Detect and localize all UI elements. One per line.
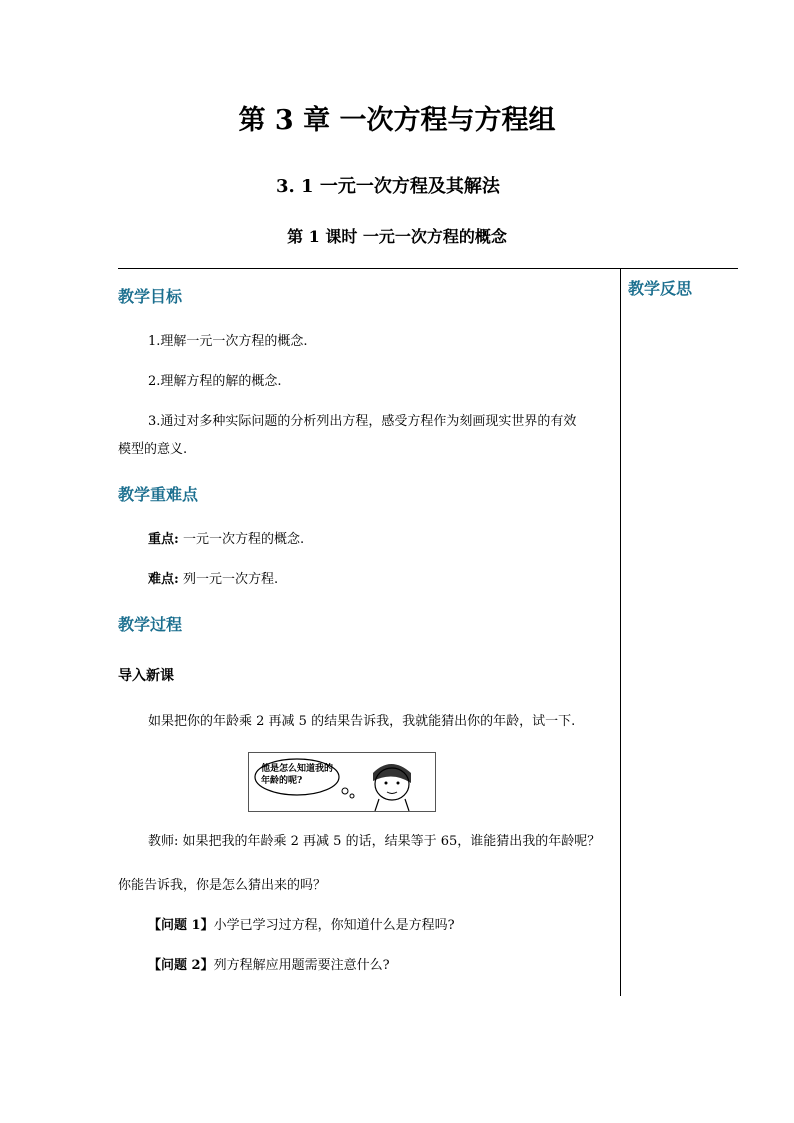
question-2 [148,956,390,976]
objectives-heading: 教学目标 [118,287,183,306]
header-divider [118,268,738,269]
intro-subheading: 导入新课 [118,668,174,684]
process-heading: 教学过程 [118,615,183,634]
key-label: 重点: [148,532,179,547]
teacher-question-cont: 你能告诉我，你是怎么猜出来的吗？ [118,878,327,893]
section-title: 3. 1 一元一次方程及其解法 [276,176,500,197]
boy-eye [397,782,400,785]
key-text: 一元一次方程的概念. [178,532,305,547]
objective-item: 1.理解一元一次方程的概念. [148,334,308,349]
lesson-title: 第 1 课时 一元一次方程的概念 [287,227,507,246]
question-1 [148,916,455,936]
reflection-heading: 教学反思 [628,279,693,298]
boy-eye [385,782,388,785]
teacher-question: 教师: 如果把我的年龄乘 2 再减 5 的话，结果等于 65，谁能猜出我的年龄呢？ [148,834,601,849]
boy-shoulders [375,799,409,811]
chapter-title: 第 3 章 一次方程与方程组 [238,105,556,136]
objective-item: 3.通过对多种实际问题的分析列出方程，感受方程作为刻画现实世界的有效 [148,414,577,429]
question-1-text: 小学已学习过方程，你知道什么是方程吗? [213,918,455,933]
key-point-line [148,530,304,550]
objective-item: 2.理解方程的解的概念. [148,374,282,389]
question-1-label: 【问题 1】 [148,918,214,933]
boy-mouth [387,792,397,794]
key-points-heading: 教学重难点 [118,485,199,504]
bubble-caption: 他是怎么知道我的年龄的呢? [261,764,334,786]
question-2-text: 列方程解应用题需要注意什么? [213,958,390,973]
difficult-text: 列一元一次方程. [178,572,279,587]
column-divider [620,268,621,996]
intro-paragraph: 如果把你的年龄乘 2 再减 5 的结果告诉我，我就能猜出你的年龄，试一下. [148,714,576,729]
question-2-label: 【问题 2】 [148,958,214,973]
bubble-dot [342,788,348,794]
bubble-dot [350,794,354,798]
difficult-point-line [148,570,278,590]
difficult-label: 难点: [148,572,179,587]
thinking-boy-illustration [248,752,436,812]
objective-item: 模型的意义. [118,442,188,457]
